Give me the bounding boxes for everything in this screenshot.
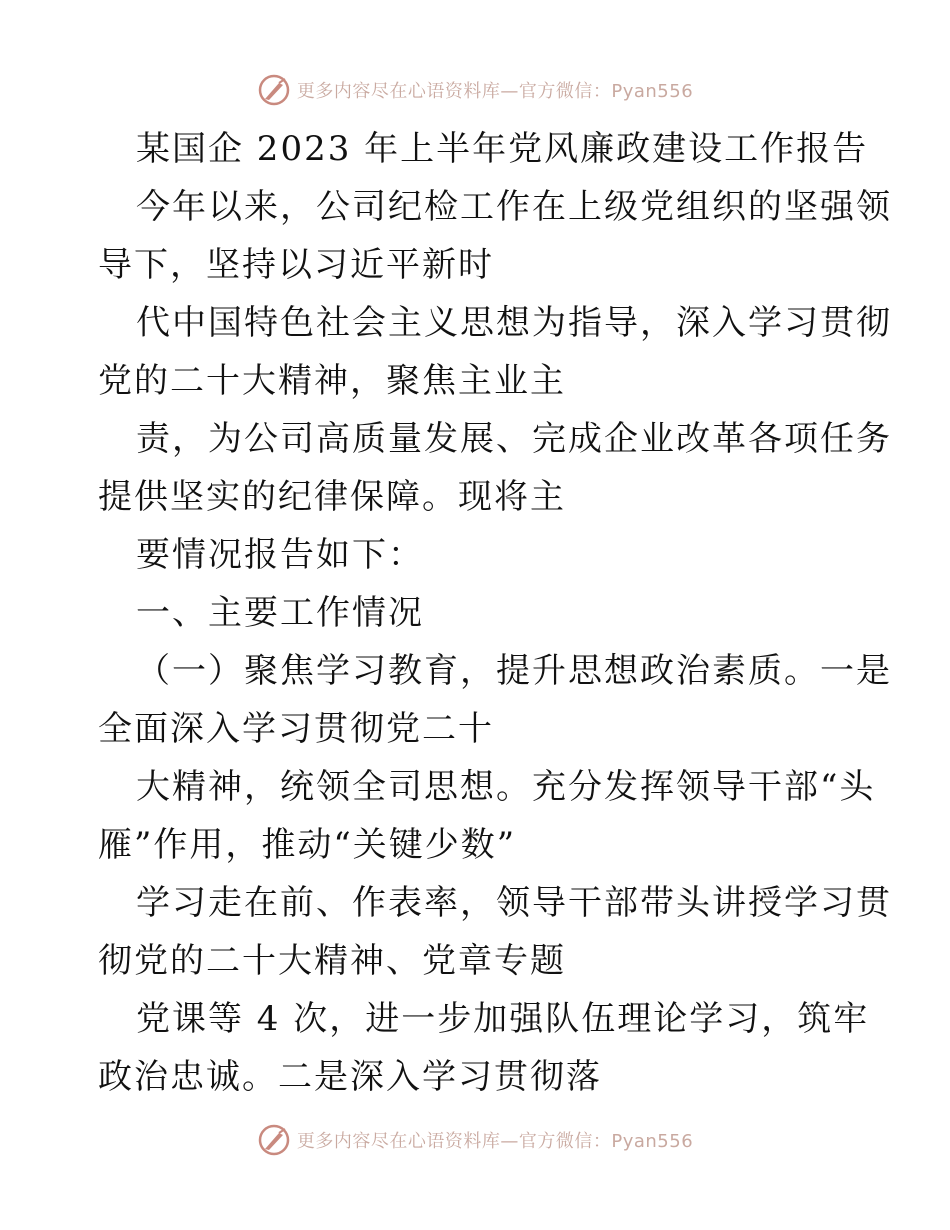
paragraph-line: 党的二十大精神，聚焦主业主 <box>98 361 566 401</box>
paragraph-line: 要情况报告如下： <box>136 535 424 575</box>
paragraph-line: 责，为公司高质量发展、完成企业改革各项任务 <box>136 419 892 459</box>
paragraph-line: 代中国特色社会主义思想为指导，深入学习贯彻 <box>136 303 892 343</box>
paragraph-line: 全面深入学习贯彻党二十 <box>98 709 494 749</box>
watermark-footer <box>0 1120 950 1160</box>
paragraph-line: 导下，坚持以习近平新时 <box>98 245 494 285</box>
paragraph-line: 大精神，统领全司思想。充分发挥领导干部“头 <box>136 767 876 807</box>
quill-pen-icon <box>257 73 291 107</box>
paragraph-line: 提供坚实的纪律保障。现将主 <box>98 477 566 517</box>
paragraph-line: 彻党的二十大精神、党章专题 <box>98 941 566 981</box>
paragraph-line: 雁”作用，推动“关键少数” <box>98 825 517 865</box>
paragraph-line: 党课等 4 次，进一步加强队伍理论学习，筑牢 <box>136 999 870 1039</box>
paragraph-line: 学习走在前、作表率，领导干部带头讲授学习贯 <box>136 883 892 923</box>
document-title: 某国企 2023 年上半年党风廉政建设工作报告 <box>136 129 869 169</box>
watermark-text: 更多内容尽在心语资料库—官方微信：Pyan556 <box>296 1131 694 1152</box>
paragraph-line: 今年以来，公司纪检工作在上级党组织的坚强领 <box>136 187 892 227</box>
document-body <box>98 120 892 1106</box>
section-heading: 一、主要工作情况 <box>136 593 424 633</box>
quill-pen-icon <box>257 1123 291 1157</box>
paragraph-line: 政治忠诚。二是深入学习贯彻落 <box>98 1057 602 1097</box>
watermark-text: 更多内容尽在心语资料库—官方微信：Pyan556 <box>296 81 694 102</box>
paragraph-line: （一）聚焦学习教育，提升思想政治素质。一是 <box>136 651 892 691</box>
watermark-header <box>0 70 950 110</box>
